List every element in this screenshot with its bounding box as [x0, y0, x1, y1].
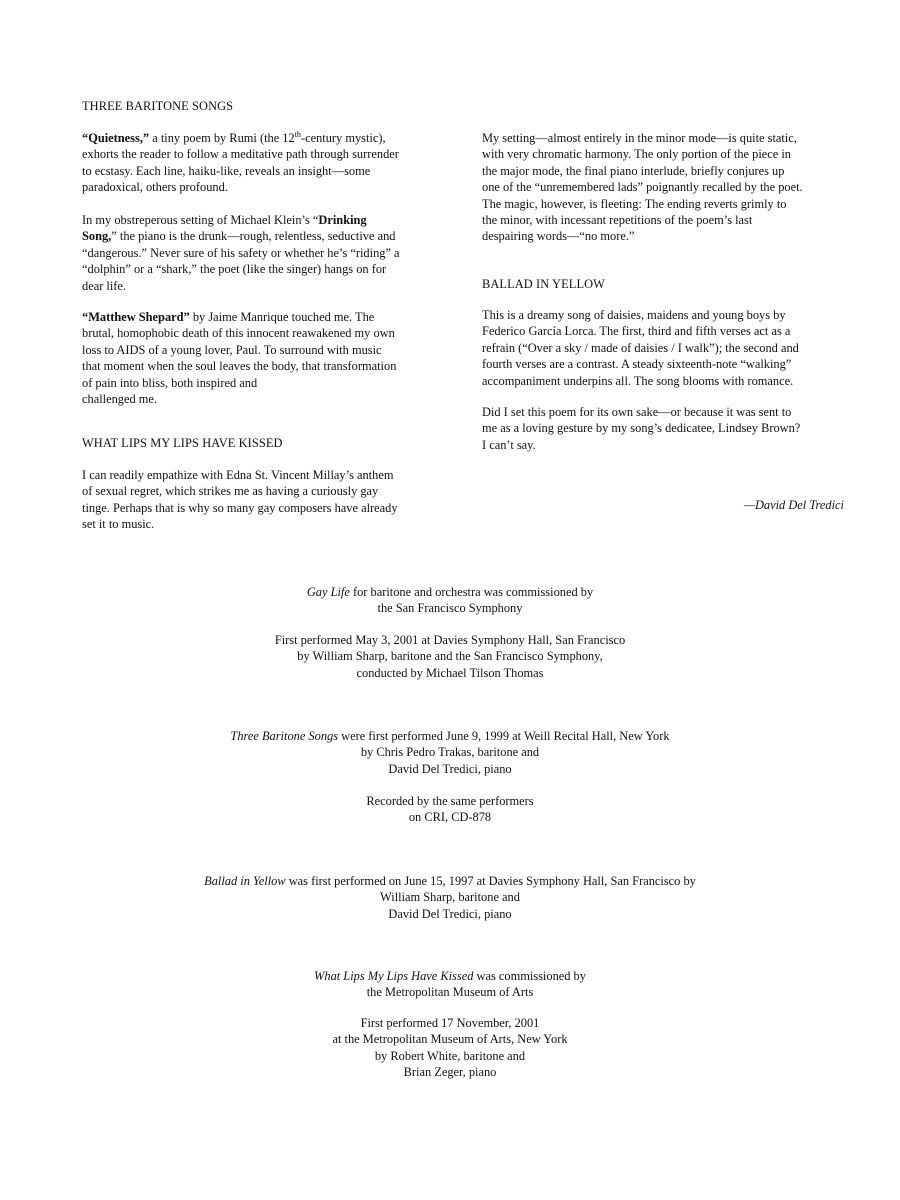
author-signature: —David Del Tredici: [743, 498, 844, 512]
paragraph-ballad: This is a dreamy song of daisies, maidens and young boys by Federico García Lorca. The first, third and fifth verses act as a refrain (“Over a sky / made of daisies / I walk”); the second and fourth verses are a contrast. A steady sixteenth-note “walking” accompaniment underpins all. The song blooms with romance.: [482, 308, 799, 388]
credits-ballad-in-yellow: Ballad in Yellow was first performed on June 15, 1997 at Davies Symphony Hall, San Francisco by William Sharp, baritone and David Del Tredici, piano: [204, 874, 696, 921]
credits-what-lips: What Lips My Lips Have Kissed was commissioned by the Metropolitan Museum of Arts: [314, 969, 586, 1000]
section-heading-three-baritone-songs: THREE BARITONE SONGS: [82, 99, 234, 113]
credits-gay-life: Gay Life for baritone and orchestra was commissioned by the San Francisco Symphony: [306, 585, 594, 616]
paragraph-matthew-shepard: “Matthew Shepard” by Jaime Manrique touched me. The brutal, homophobic death of this innocent reawakened my own loss to AIDS of a young lover, Paul. To surround with music that moment when the soul leaves the body, that transformation of pain into bliss, both inspired and challenged me.: [82, 310, 397, 407]
section-heading-what-lips: WHAT LIPS MY LIPS HAVE KISSED: [82, 436, 283, 450]
paragraph-what-lips: I can readily empathize with Edna St. Vincent Millay’s anthem of sexual regret, which strikes me as having a curiously gay tinge. Perhaps that is why so many gay composers have already set it to music.: [82, 468, 398, 532]
credits-recording: Recorded by the same performers on CRI, CD-878: [366, 794, 534, 825]
paragraph-my-setting: My setting—almost entirely in the minor mode—is quite static, with very chromatic harmony. The only portion of the piece in the major mode, the final piano interlude, briefly conjures up one of the “unremembered lads” poignantly recalled by the poet. The magic, however, is fleeting: The ending reverts grimly to the minor, with incessant repetitions of the poem’s last despairing words—“no more.”: [482, 131, 803, 244]
credits-what-lips-premiere: First performed 17 November, 2001 at the Metropolitan Museum of Arts, New York by Robert White, baritone and Brian Zeger, piano: [332, 1016, 568, 1080]
paragraph-did-i-set: Did I set this poem for its own sake—or because it was sent to me as a loving gesture by my song’s dedicatee, Lindsey Brown? I can’t say.: [482, 405, 801, 452]
section-heading-ballad-in-yellow: BALLAD IN YELLOW: [482, 277, 605, 291]
credits-three-baritone-songs: Three Baritone Songs were first performed June 9, 1999 at Weill Recital Hall, New York by Chris Pedro Trakas, baritone and David Del Tredici, piano: [230, 729, 670, 776]
paragraph-drinking-song: In my obstreperous setting of Michael Klein’s “Drinking Song,” the piano is the drunk—rough, relentless, seductive and “dangerous.” Never sure of his safety or whether he’s “riding” a “dolphin” or a “shark,” the poet (like the singer) hangs on for dear life.: [82, 213, 400, 293]
paragraph-quietness: “Quietness,” a tiny poem by Rumi (the 12th-century mystic), exhorts the reader to follow a meditative path through surrender to ecstasy. Each line, haiku-like, reveals an insight—some paradoxical, others profound.: [82, 129, 399, 195]
credits-gay-life-premiere: First performed May 3, 2001 at Davies Symphony Hall, San Francisco by William Sharp, baritone and the San Francisco Symphony, conducted by Michael Tilson Thomas: [274, 633, 626, 680]
